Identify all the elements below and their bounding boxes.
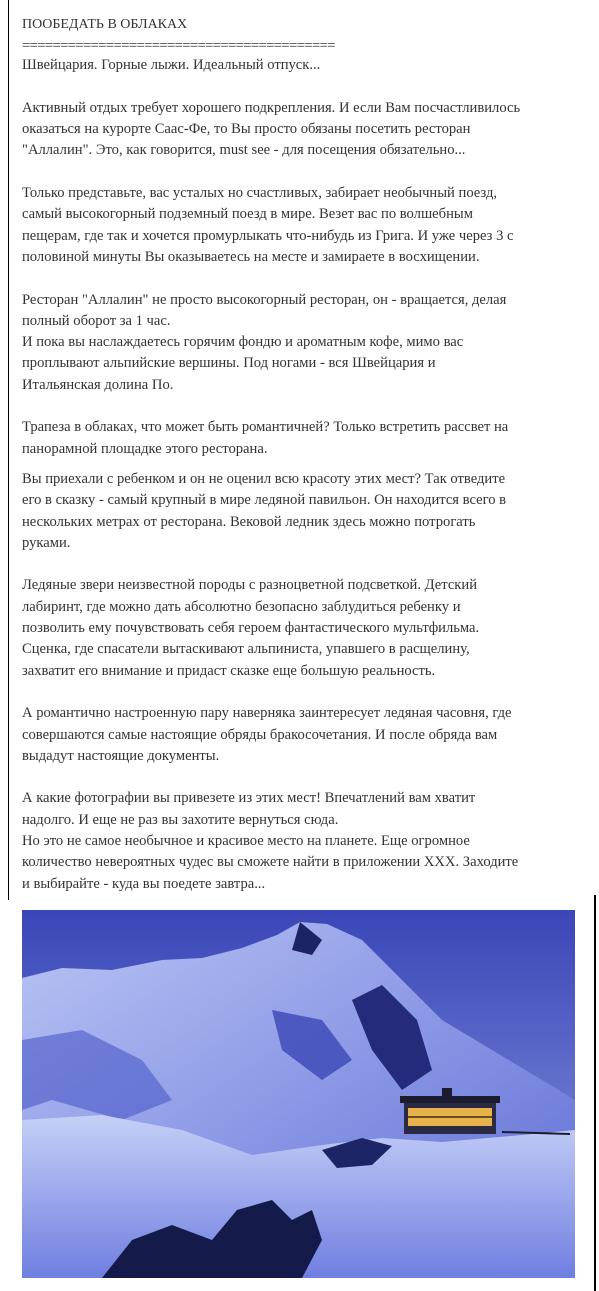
- paragraph-line: проплывают альпийские вершины. Под ногами - вся Швейцария и: [22, 355, 436, 372]
- paragraph-line: Вы приехали с ребенком и он не оценил всю красоту этих мест? Так отведите: [22, 470, 506, 487]
- paragraph-line: и выбирайте - куда вы поедете завтра...: [22, 875, 266, 892]
- paragraph-line: лабиринт, где можно дать абсолютно безопасно заблудиться ребенку и: [22, 598, 461, 615]
- mountain-restaurant-photo: [22, 910, 575, 1278]
- paragraph-line: половиной минуты Вы оказываетесь на месте и замираете в восхищении.: [22, 248, 480, 265]
- paragraph-line: Но это не самое необычное и красивое место на планете. Еще огромное: [22, 832, 470, 849]
- right-border-line: [594, 895, 596, 1291]
- paragraph-line: А романтично настроенную пару наверняка заинтересует ледяная часовня, где: [22, 705, 512, 722]
- paragraph-line: оказаться на курорте Саас-Фе, то Вы просто обязаны посетить ресторан: [22, 121, 471, 138]
- paragraph-line: самый высокогорный подземный поезд в мире. Везет вас по волшебным: [22, 206, 473, 223]
- paragraph-line: Трапеза в облаках, что может быть романтичней? Только встретить рассвет на: [22, 419, 509, 436]
- paragraph-line: И пока вы наслаждаетесь горячим фондю и ароматным кофе, мимо вас: [22, 334, 464, 351]
- paragraph-line: Сценка, где спасатели вытаскивают альпиниста, упавшего в расщелину,: [22, 641, 470, 658]
- paragraph-line: захватит его внимание и придаст сказке еще большую реальность.: [22, 662, 436, 679]
- paragraph-line: А какие фотографии вы привезете из этих мест! Впечатлений вам хватит: [22, 790, 476, 807]
- paragraph-line: выдадут настоящие документы.: [22, 747, 220, 764]
- paragraph-line: его в сказку - самый крупный в мире ледяной павильон. Он находится всего в: [22, 492, 507, 509]
- paragraph-line: руками.: [22, 534, 71, 551]
- window-divider: [408, 1116, 492, 1118]
- restaurant-roof: [400, 1096, 500, 1103]
- title-divider: =========================================: [22, 39, 335, 54]
- paragraph-line: нескольких метрах от ресторана. Вековой ледник здесь можно потрогать: [22, 513, 476, 530]
- paragraph-line: Ресторан "Аллалин" не просто высокогорный ресторан, он - вращается, делая: [22, 291, 507, 308]
- article-title: ПООБЕДАТЬ В ОБЛАКАХ: [22, 17, 188, 32]
- paragraph-line: совершаются самые настоящие обряды бракосочетания. И после обряда вам: [22, 726, 498, 743]
- paragraph-line: пещерам, где так и хочется промурлыкать что-нибудь из Грига. И уже через 3 с: [22, 227, 514, 244]
- paragraph-line: Только представьте, вас усталых но счастливых, забирает необычный поезд,: [22, 185, 498, 202]
- paragraph-line: "Аллалин". Это, как говорится, must see - для посещения обязательно...: [22, 142, 466, 159]
- paragraph-line: количество невероятных чудес вы сможете найти в приложении XXX. Заходите: [22, 854, 519, 871]
- paragraph-line: Активный отдых требует хорошего подкрепления. И если Вам посчастливилось: [22, 99, 521, 116]
- paragraph-line: позволить ему почувствовать себя героем фантастического мультфильма.: [22, 620, 480, 637]
- paragraph-line: Итальянская долина По.: [22, 376, 174, 393]
- paragraph-line: Ледяные звери неизвестной породы с разноцветной подсветкой. Детский: [22, 577, 478, 594]
- paragraph-line: панорамной площадке этого ресторана.: [22, 440, 268, 457]
- restaurant-roof-cap: [442, 1088, 452, 1097]
- paragraph-line: надолго. И еще не раз вы захотите вернуться сюда.: [22, 811, 339, 828]
- left-border-line: [8, 0, 9, 900]
- article: [22, 14, 594, 895]
- paragraph-line: полный оборот за 1 час.: [22, 312, 171, 329]
- article-intro: Швейцария. Горные лыжи. Идеальный отпуск...: [22, 57, 321, 74]
